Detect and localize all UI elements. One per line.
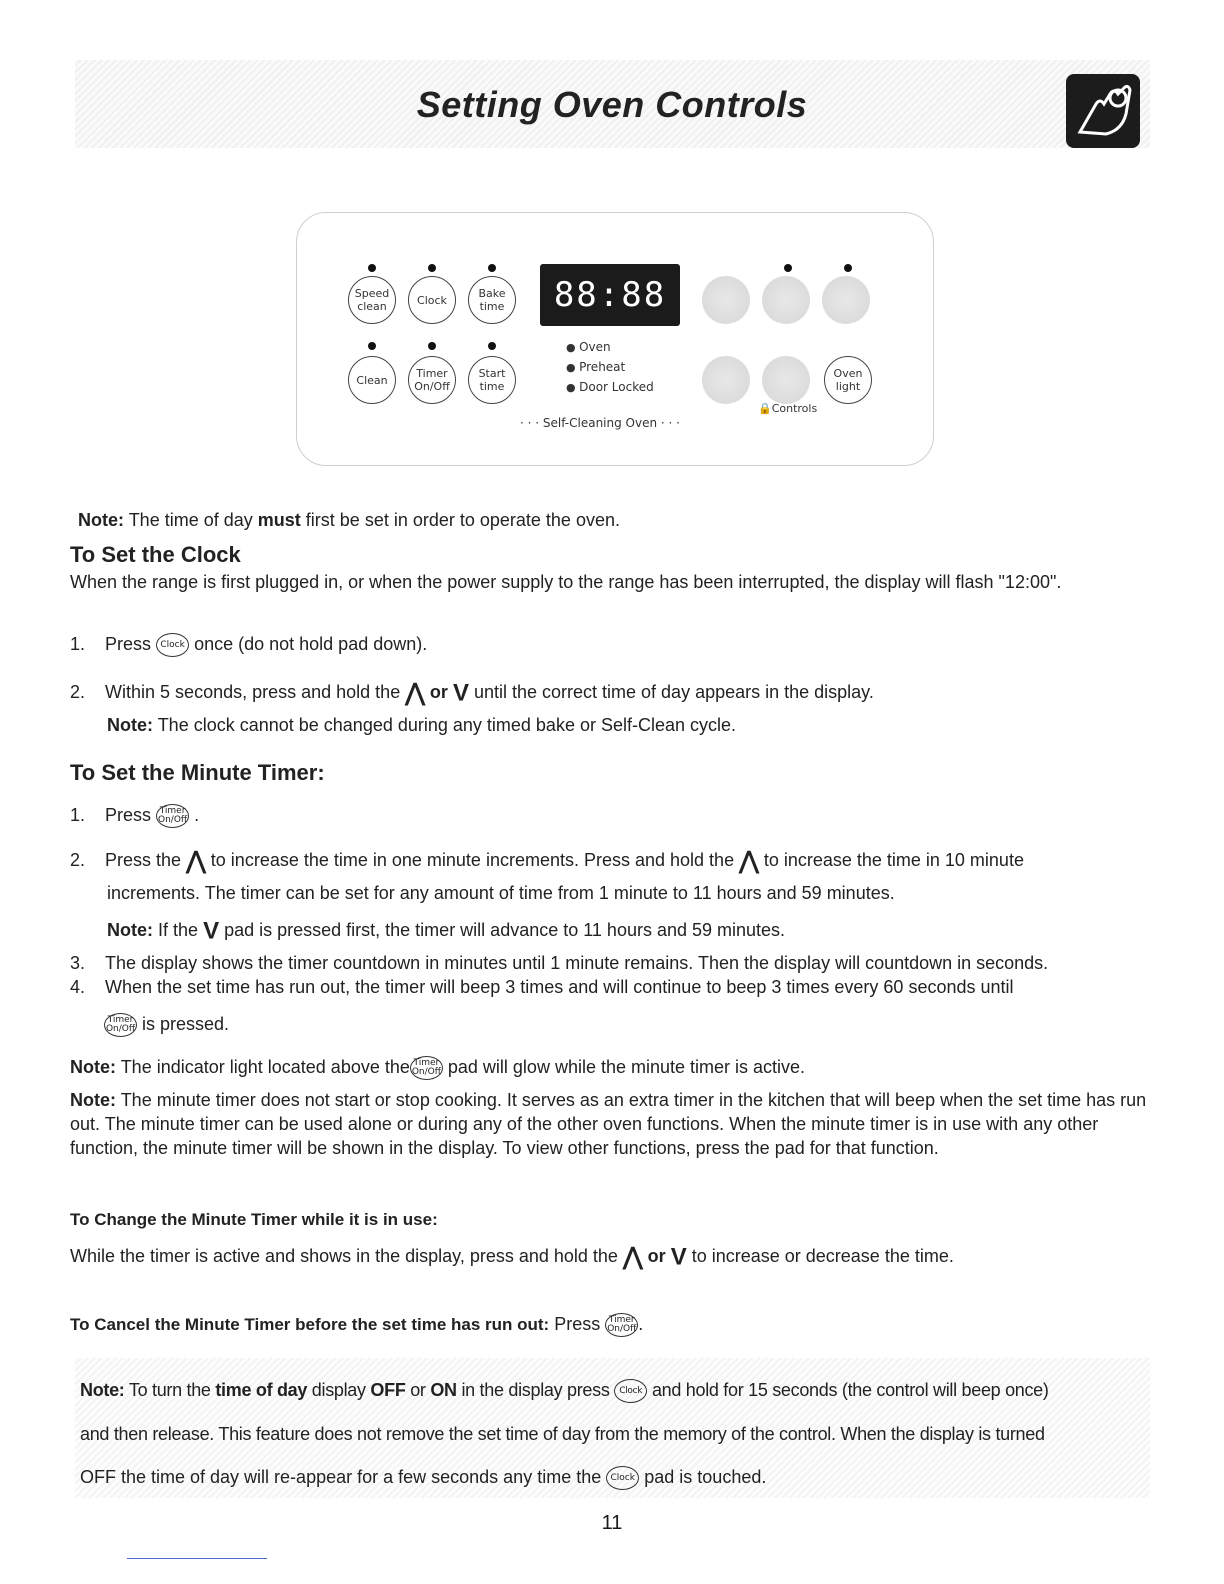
timer-pad-icon: Timer On/Off <box>104 1013 137 1037</box>
indicator-dot <box>428 342 436 350</box>
timer-step-3: 3. The display shows the timer countdown in minutes until 1 minute remains. Then the display will countdown in seconds. <box>70 953 1049 973</box>
page-number: 11 <box>601 1512 623 1534</box>
function-pad[interactable] <box>702 356 750 404</box>
down-arrow-icon: V <box>452 679 469 707</box>
bake-time-pad[interactable]: Bake time <box>468 276 516 324</box>
timer-note-2: Note: The minute timer does not start or stop cooking. It serves as an extra timer in the kitchen that will beep when the set time has run out. The minute timer can be used alone or during any of the other oven functions. When the minute timer is in use with any other function, the minute timer will be shown in the display. To view other functions, press the pad for that function. <box>70 1090 1147 1158</box>
clock-step-1: 1. Press Clock once (do not hold pad down). <box>70 632 427 657</box>
digital-display: 88:88 <box>540 264 680 326</box>
note-top: Note: The time of day must first be set in order to operate the oven. <box>78 510 620 530</box>
function-pad[interactable] <box>762 276 810 324</box>
down-arrow-icon: V <box>203 917 220 945</box>
clean-pad[interactable]: Clean <box>348 356 396 404</box>
indicator-dot <box>368 342 376 350</box>
change-timer-heading: To Change the Minute Timer while it is in use: <box>70 1210 438 1229</box>
timer-heading: To Set the Minute Timer: <box>70 760 325 785</box>
timer-step-2-cont: increments. The timer can be set for any amount of time from 1 minute to 11 hours and 59 minutes. <box>107 883 895 903</box>
door-locked-indicator: ● Door Locked <box>566 380 654 394</box>
up-arrow-icon: ⋀ <box>739 847 759 875</box>
clock-pad-icon: Clock <box>606 1466 639 1490</box>
timer-step-1: 1. Press Timer On/Off . <box>70 803 199 828</box>
hand-pressing-pad-icon <box>1066 74 1140 148</box>
page-title: Setting Oven Controls <box>416 84 808 125</box>
indicator-dot <box>844 264 852 272</box>
lock-icon: 🔒 <box>758 402 772 415</box>
oven-indicator: ● Oven <box>566 340 611 354</box>
timer-pad-icon: Timer On/Off <box>156 804 189 828</box>
indicator-dot <box>784 264 792 272</box>
preheat-indicator: ● Preheat <box>566 360 625 374</box>
timer-on-off-pad[interactable]: Timer On/Off <box>408 356 456 404</box>
indicator-dot <box>488 342 496 350</box>
bottom-note-line-3: OFF the time of day will re-appear for a few seconds any time the Clock pad is touched. <box>80 1465 766 1490</box>
speed-clean-pad[interactable]: Speed clean <box>348 276 396 324</box>
clock-pad-icon: Clock <box>614 1379 647 1403</box>
function-pad[interactable] <box>822 276 870 324</box>
clock-step-2: 2. Within 5 seconds, press and hold the ⋀ or V until the correct time of day appears in the display. <box>70 679 874 707</box>
bottom-note-line-2: and then release. This feature does not remove the set time of day from the memory of the control. When the display is turned <box>80 1424 1045 1444</box>
function-pad[interactable] <box>762 356 810 404</box>
timer-step-4-cont: Timer On/Off is pressed. <box>104 1012 229 1037</box>
timer-step-2: 2. Press the ⋀ to increase the time in one minute increments. Press and hold the ⋀ to increase the time in 10 minute <box>70 847 1024 875</box>
cancel-timer-heading: To Cancel the Minute Timer before the set time has run out: <box>70 1315 550 1334</box>
up-arrow-icon: ⋀ <box>186 847 206 875</box>
clock-note: Note: The clock cannot be changed during any timed bake or Self-Clean cycle. <box>107 715 737 735</box>
clock-heading: To Set the Clock <box>70 542 241 567</box>
cancel-timer-line: To Cancel the Minute Timer before the set time has run out: Press Timer On/Off . <box>70 1312 643 1337</box>
oven-light-pad[interactable]: Oven light <box>824 356 872 404</box>
timer-step-4: 4. When the set time has run out, the timer will beep 3 times and will continue to beep 3 times every 60 seconds until <box>70 977 1014 997</box>
controls-lock-label: 🔒Controls <box>758 402 818 415</box>
down-arrow-icon: V <box>670 1243 687 1271</box>
indicator-dot <box>428 264 436 272</box>
up-arrow-icon: ⋀ <box>405 679 425 707</box>
indicator-dot <box>488 264 496 272</box>
timer-note: Note: If the V pad is pressed first, the timer will advance to 11 hours and 59 minutes. <box>107 917 786 945</box>
up-arrow-icon: ⋀ <box>622 1243 643 1271</box>
change-timer-text: While the timer is active and shows in the display, press and hold the ⋀ or V to increase or decrease the time. <box>70 1243 954 1271</box>
function-pad[interactable] <box>702 276 750 324</box>
timer-pad-icon: Timer On/Off <box>410 1056 443 1080</box>
footer-line <box>127 1558 267 1559</box>
bottom-note-line-1: Note: To turn the time of day display OFF or ON in the display press Clock and hold for 15 seconds (the control will beep once) <box>80 1378 1049 1403</box>
clock-intro: When the range is first plugged in, or when the power supply to the range has been interrupted, the display will flash "12:00". <box>70 572 1062 592</box>
panel-footer-label: · · · Self-Cleaning Oven · · · <box>520 416 680 430</box>
timer-note-1: Note: The indicator light located above the Timer On/Off pad will glow while the minute timer is active. <box>70 1055 805 1080</box>
timer-pad-icon: Timer On/Off <box>605 1313 638 1337</box>
clock-pad[interactable]: Clock <box>408 276 456 324</box>
start-time-pad[interactable]: Start time <box>468 356 516 404</box>
indicator-dot <box>368 264 376 272</box>
clock-pad-icon: Clock <box>156 633 189 657</box>
